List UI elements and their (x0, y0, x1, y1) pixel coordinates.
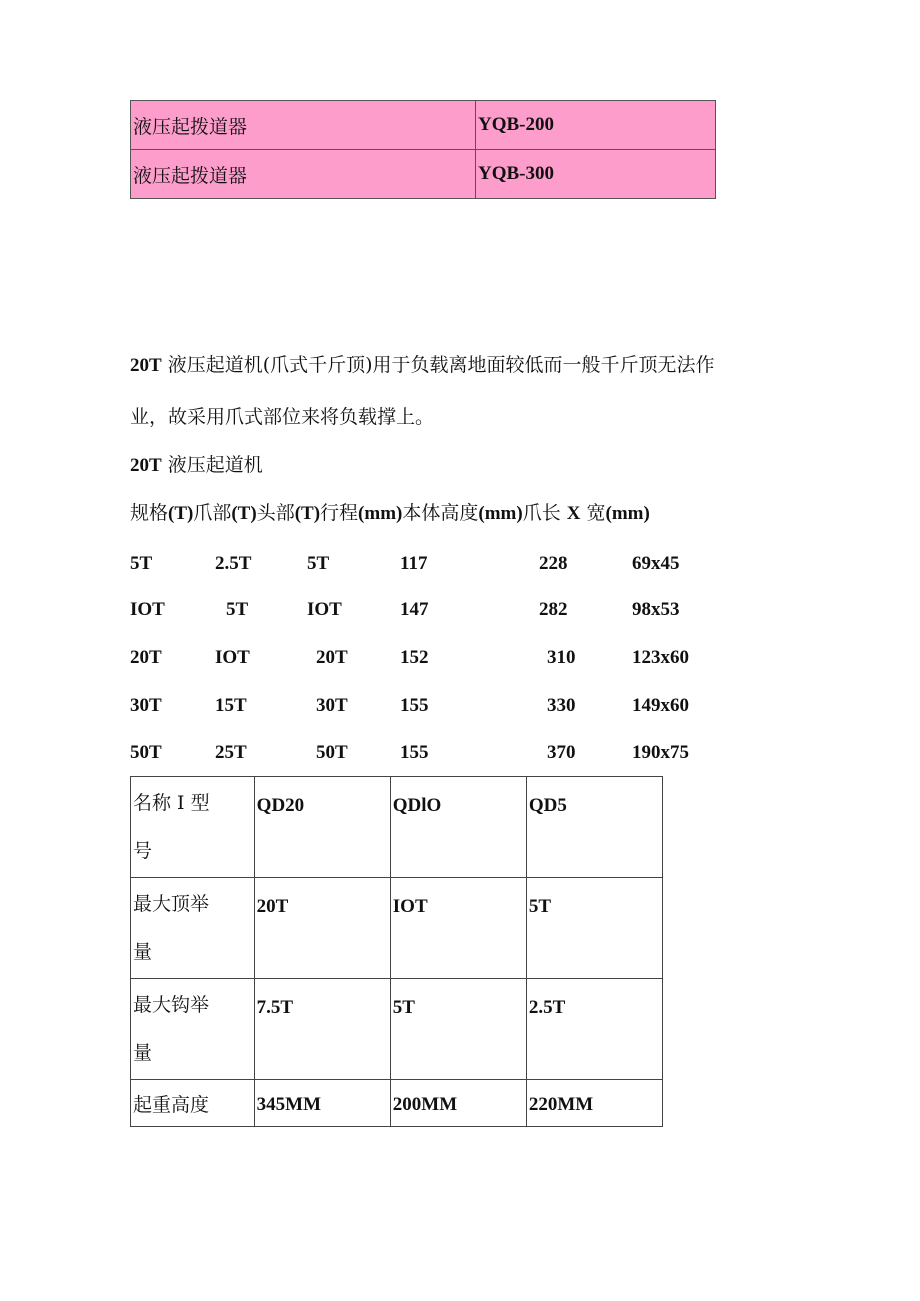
spec-cell: 155 (400, 695, 429, 716)
qd-spec-table (130, 776, 663, 1127)
intro-line-1 (130, 350, 715, 377)
section-title-capacity: 20T (130, 455, 162, 476)
table-row (131, 777, 663, 878)
spec-header-part: 爪长 (522, 502, 567, 524)
spec-cell: 30T (130, 695, 162, 716)
spec-cell: 20T (130, 647, 162, 668)
value-cell: 20T (254, 878, 390, 979)
model-table (130, 100, 716, 199)
spec-header-part: 宽 (580, 502, 606, 524)
spec-cell: 50T (316, 742, 348, 763)
spec-header-part: 规格 (130, 502, 169, 524)
product-model-cell: YQB-300 (476, 150, 716, 199)
spec-cell: 20T (316, 647, 348, 668)
product-name-cell: 液压起拨道器 (131, 101, 476, 150)
spec-cell: 15T (215, 695, 247, 716)
value-cell: QD20 (254, 777, 390, 878)
spec-cell: IOT (215, 647, 250, 668)
row-label-line: 起重高度 (133, 1094, 210, 1116)
spec-cell: 228 (539, 553, 568, 574)
spec-cell: 117 (400, 553, 428, 574)
product-name-cell: 液压起拨道器 (131, 150, 476, 199)
value-cell: 200MM (390, 1080, 526, 1127)
spec-cell: 330 (547, 695, 576, 716)
value-cell: 5T (526, 878, 662, 979)
value-cell: 7.5T (254, 979, 390, 1080)
spec-cell: 123x60 (632, 647, 689, 668)
spec-cell: 282 (539, 599, 568, 620)
table-row (131, 979, 663, 1080)
intro-capacity: 20T (130, 355, 162, 376)
spec-header-part: (T) (294, 503, 321, 524)
value-cell: 220MM (526, 1080, 662, 1127)
section-title-text: 液压起道机 (161, 454, 263, 476)
spec-header-part: (T) (168, 503, 194, 524)
spec-header (130, 498, 650, 525)
spec-header-part: 头部 (256, 502, 295, 524)
spec-header-part: (mm) (478, 503, 523, 524)
row-label-line: 最大顶举 (133, 893, 210, 915)
product-model-cell: YQB-200 (476, 101, 716, 150)
spec-cell: 50T (130, 742, 162, 763)
value-cell: QD5 (526, 777, 662, 878)
row-label-cell (131, 979, 255, 1080)
spec-header-part: (mm) (605, 503, 650, 524)
spec-cell: IOT (130, 599, 165, 620)
spec-cell: 370 (547, 742, 576, 763)
value-cell: QDlO (390, 777, 526, 878)
value-cell: 345MM (254, 1080, 390, 1127)
row-label-line: 量 (133, 1042, 153, 1064)
spec-cell: 147 (400, 599, 429, 620)
table-row (131, 101, 716, 150)
intro-text-1: 液压起道机(爪式千斤顶)用于负载离地面较低而一般千斤顶无法作 (161, 354, 715, 376)
spec-cell: 69x45 (632, 553, 680, 574)
table-row (131, 878, 663, 979)
spec-cell: 152 (400, 647, 429, 668)
spec-cell: IOT (307, 599, 342, 620)
spec-cell: 2.5T (215, 553, 252, 574)
spec-cell: 30T (316, 695, 348, 716)
intro-text-2: 业，故采用爪式部位来将负载撑上。 (130, 406, 435, 428)
row-label-line: 最大钩举 (133, 994, 210, 1016)
value-cell: 5T (390, 979, 526, 1080)
spec-cell: 155 (400, 742, 429, 763)
intro-line-2 (130, 402, 434, 429)
table-row (131, 150, 716, 199)
spec-cell: 5T (226, 599, 249, 620)
row-label-cell (131, 777, 255, 878)
spec-cell: 149x60 (632, 695, 689, 716)
spec-cell: 5T (307, 553, 330, 574)
value-cell: IOT (390, 878, 526, 979)
spec-cell: 25T (215, 742, 247, 763)
spec-header-part: (T) (231, 503, 257, 524)
section-title (130, 450, 263, 477)
spec-header-part: 行程 (320, 502, 359, 524)
row-label-line: 号 (133, 840, 153, 862)
spec-cell: 5T (130, 553, 153, 574)
row-label-line: 量 (133, 941, 153, 963)
row-label-line: 名称 I 型 (133, 792, 210, 814)
spec-header-part: 本体高度 (402, 502, 479, 524)
spec-header-part: X (566, 503, 581, 524)
spec-cell: 98x53 (632, 599, 680, 620)
spec-header-part: 爪部 (193, 502, 232, 524)
spec-header-part: (mm) (358, 503, 403, 524)
value-cell: 2.5T (526, 979, 662, 1080)
spec-cell: 190x75 (632, 742, 689, 763)
table-row (131, 1080, 663, 1127)
spec-cell: 310 (547, 647, 576, 668)
row-label-cell (131, 878, 255, 979)
row-label-cell (131, 1080, 255, 1127)
